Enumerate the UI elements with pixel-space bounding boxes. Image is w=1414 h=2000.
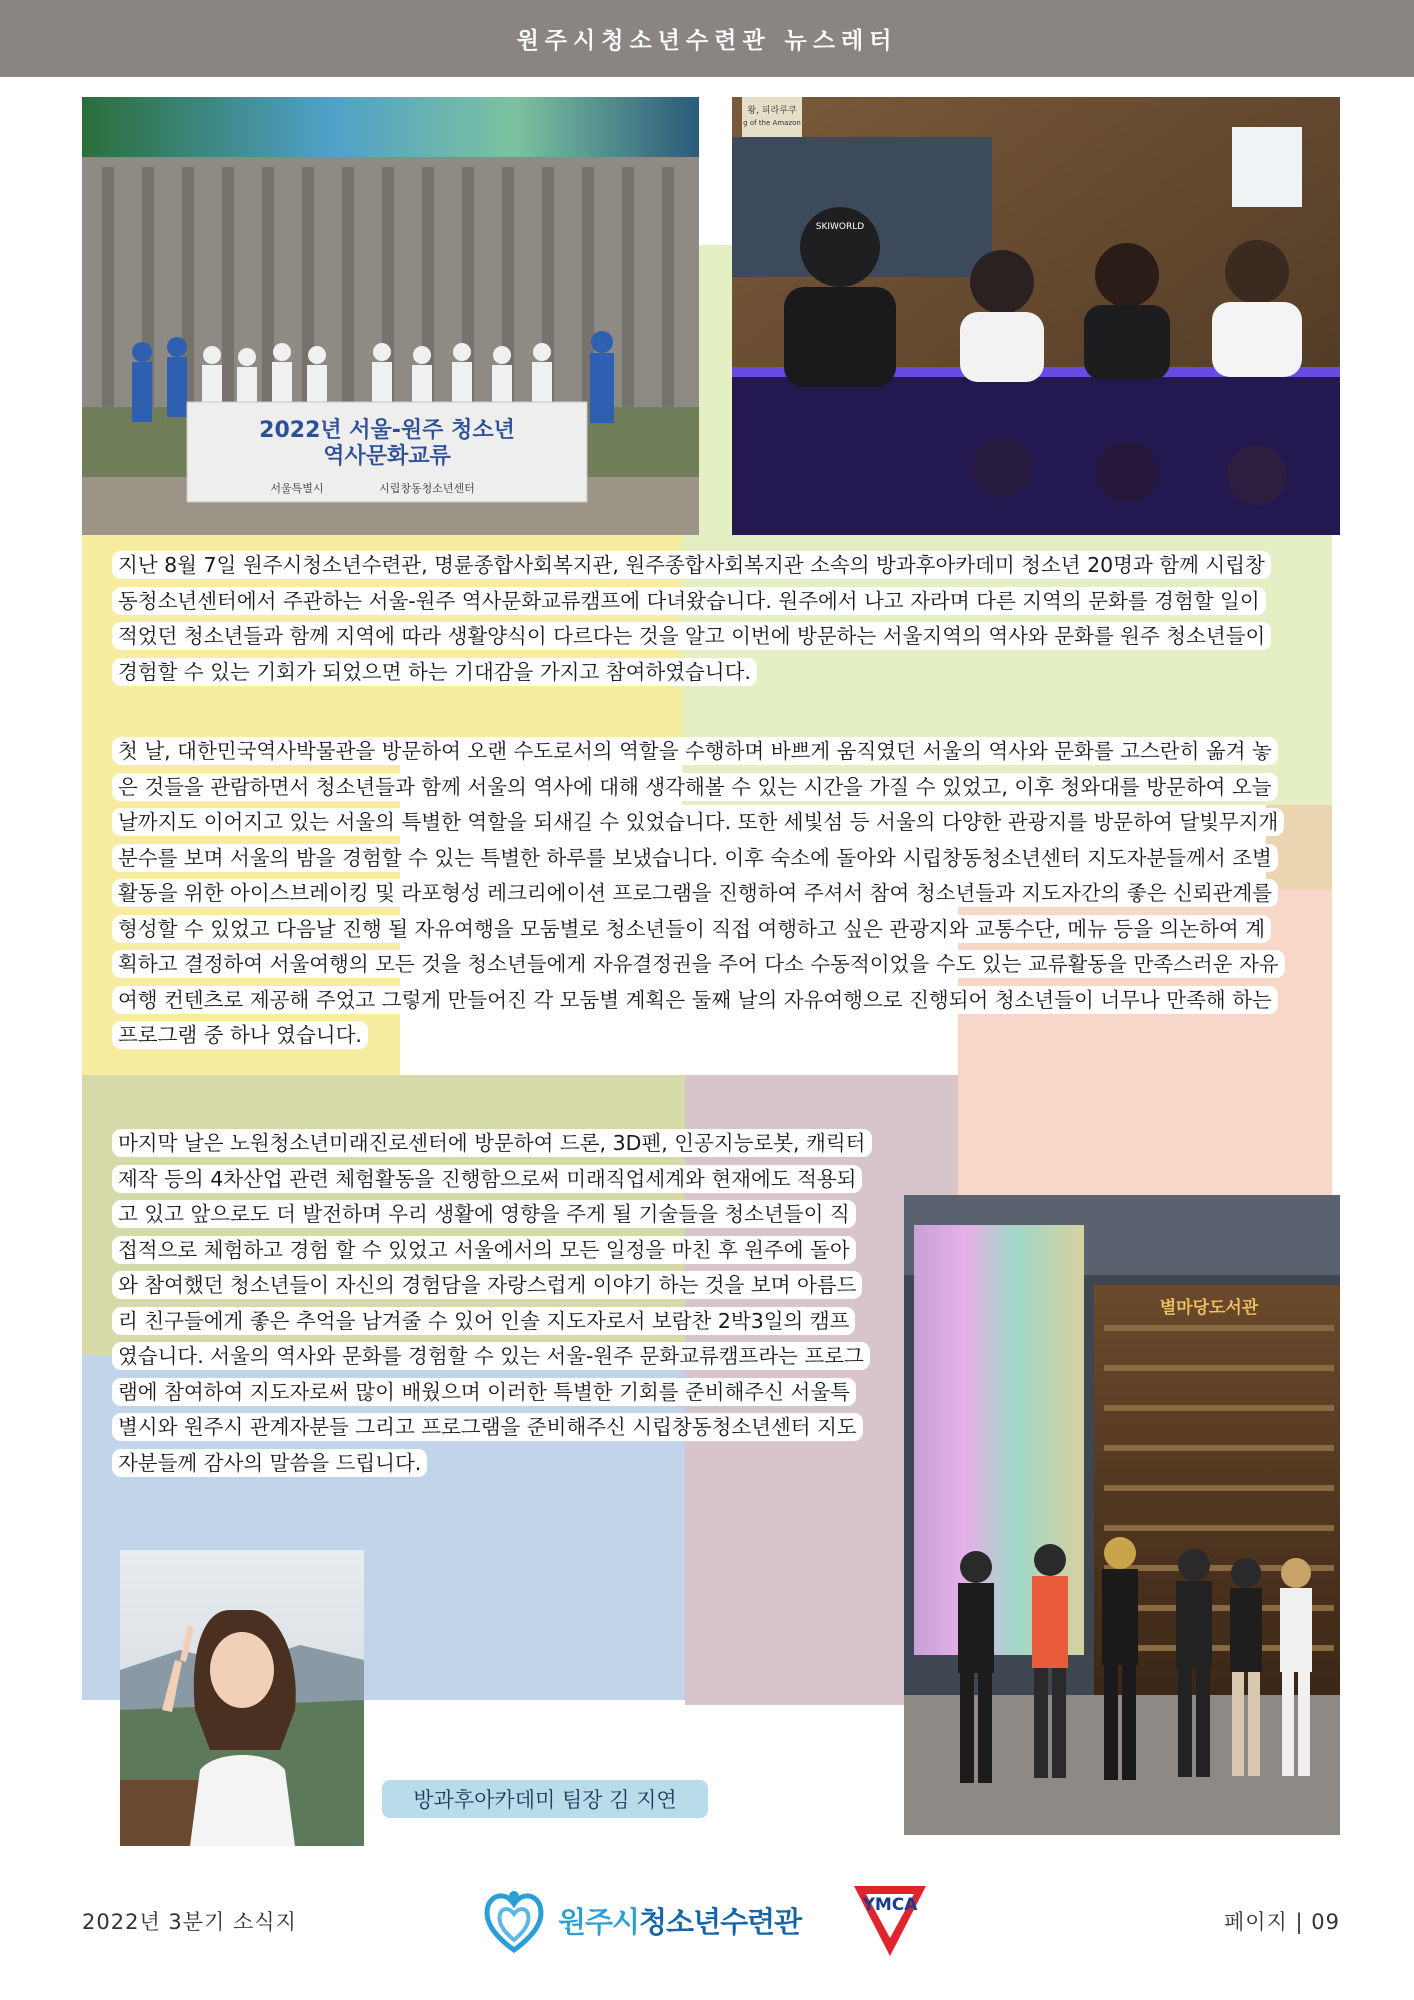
logo-text-b: 청소년수련관	[639, 1904, 802, 1939]
photo-portrait	[120, 1550, 364, 1846]
paragraph-day1-text: 첫 날, 대한민국역사박물관을 방문하여 오랜 수도로서의 역할을 수행하며 바쁘게 움직였던 서울의 역사와 문화를 고스란히 옮겨 놓은 것들을 관람하면서 청소년들과 함께 서울의 역사에 대해 생각해볼 수 있는 시간을 가질 수 있었고, 이후 청와대를 방문하여 오늘날까지도 이어지고 있는 서울의 특별한 역할을 되새길 수 있었습니다. 또한 세빛섬 등 서울의 다양한 관광지를 방문하여 달빛무지개분수를 보며 서울의 밤을 경험할 수 있는 특별한 하루를 보냈습니다. 이후 숙소에 돌아와 시립창동청소년센터 지도자분들께서 조별 활동을 위한 아이스브레이킹 및 라포형성 레크리에이션 프로그램을 진행하여 주셔서 참여 청소년들과 지도자간의 좋은 신뢰관계를 형성할 수 있었고 다음날 진행 될 자유여행을 모둠별로 청소년들이 직접 여행하고 싶은 관광지와 교통수단, 메뉴 등을 의논하여 계획하고 결정하여 서울여행의 모든 것을 청소년들에게 자유결정권을 주어 다소 수동적이었을 수도 있는 교류활동을 만족스러운 자유여행 컨텐츠로 제공해 주었고 그렇게 만들어진 각 모둠별 계획은 둘째 날의 자유여행으로 진행되어 청소년들이 너무나 만족해 하는 프로그램 중 하나 였습니다.	[112, 737, 1285, 1049]
banner-line2: 역사문화교류	[323, 444, 451, 469]
logo-text-a: 원주시	[558, 1904, 640, 1939]
newsletter-header	[0, 0, 1414, 77]
aquarium-sign-sub: g of the Amazon	[743, 119, 801, 127]
paragraph-day1	[112, 734, 1284, 1054]
ymca-logo	[850, 1880, 930, 1960]
banner-org1: 서울특별시	[270, 482, 324, 495]
banner-line1: 2022년 서울-원주 청소년	[259, 418, 515, 443]
footer-page-number: 페이지 | 09	[1223, 1910, 1340, 1934]
ymca-text: YMCA	[862, 1895, 918, 1915]
heart-leaf-logo-icon	[478, 1884, 550, 1956]
newsletter-title: 원주시청소년수련관 뉴스레터	[516, 28, 898, 54]
footer-logo	[478, 1880, 801, 1960]
photo-library	[904, 1195, 1340, 1835]
photo-aquarium	[732, 97, 1340, 535]
paragraph-intro-text: 지난 8월 7일 원주시청소년수련관, 명륜종합사회복지관, 원주종합사회복지관 소속의 방과후아카데미 청소년 20명과 함께 시립창동청소년센터에서 주관하는 서울-원주 역사문화교류캠프에 다녀왔습니다. 원주에서 나고 자라며 다른 지역의 문화를 경험할 일이 적었던 청소년들과 함께 지역에 따라 생활양식이 다르다는 것을 알고 이번에 방문하는 서울지역의 역사와 문화를 원주 청소년들이 경험할 수 있는 기회가 되었으면 하는 기대감을 가지고 참여하였습니다.	[112, 551, 1271, 686]
ymca-triangle-icon	[850, 1880, 930, 1960]
library-sign: 별마당도서관	[1159, 1298, 1259, 1318]
footer-issue: 2022년 3분기 소식지	[82, 1910, 297, 1934]
portrait-caption	[382, 1780, 708, 1818]
cap-logo: SKIWORLD	[815, 222, 865, 232]
photo-museum-group	[82, 97, 699, 535]
logo-text	[558, 1900, 801, 1941]
paragraph-final	[112, 1126, 868, 1481]
portrait-caption-text: 방과후아카데미 팀장 김 지연	[413, 1788, 677, 1812]
paragraph-final-text: 마지막 날은 노원청소년미래진로센터에 방문하여 드론, 3D펜, 인공지능로봇, 캐릭터 제작 등의 4차산업 관련 체험활동을 진행함으로써 미래직업세계와 현재에도 적용되고 있고 앞으로도 더 발전하며 우리 생활에 영향을 주게 될 기술들을 청소년들이 직접적으로 체험하고 경험 할 수 있었고 서울에서의 모든 일정을 마친 후 원주에 돌아와 참여했던 청소년들이 자신의 경험담을 자랑스럽게 이야기 하는 것을 보며 아름드리 친구들에게 좋은 추억을 남겨줄 수 있어 인솔 지도자로서 보람찬 2박3일의 캠프였습니다. 서울의 역사와 문화를 경험할 수 있는 서울-원주 문화교류캠프라는 프로그램에 참여하여 지도자로써 많이 배웠으며 이러한 특별한 기회를 준비해주신 서울특별시와 원주시 관계자분들 그리고 프로그램을 준비해주신 시립창동청소년센터 지도자분들께 감사의 말씀을 드립니다.	[112, 1129, 872, 1477]
paragraph-intro	[112, 548, 1272, 690]
aquarium-sign: 왕, 피라루쿠	[747, 106, 797, 116]
banner-org2: 시립창동청소년센터	[379, 482, 475, 495]
